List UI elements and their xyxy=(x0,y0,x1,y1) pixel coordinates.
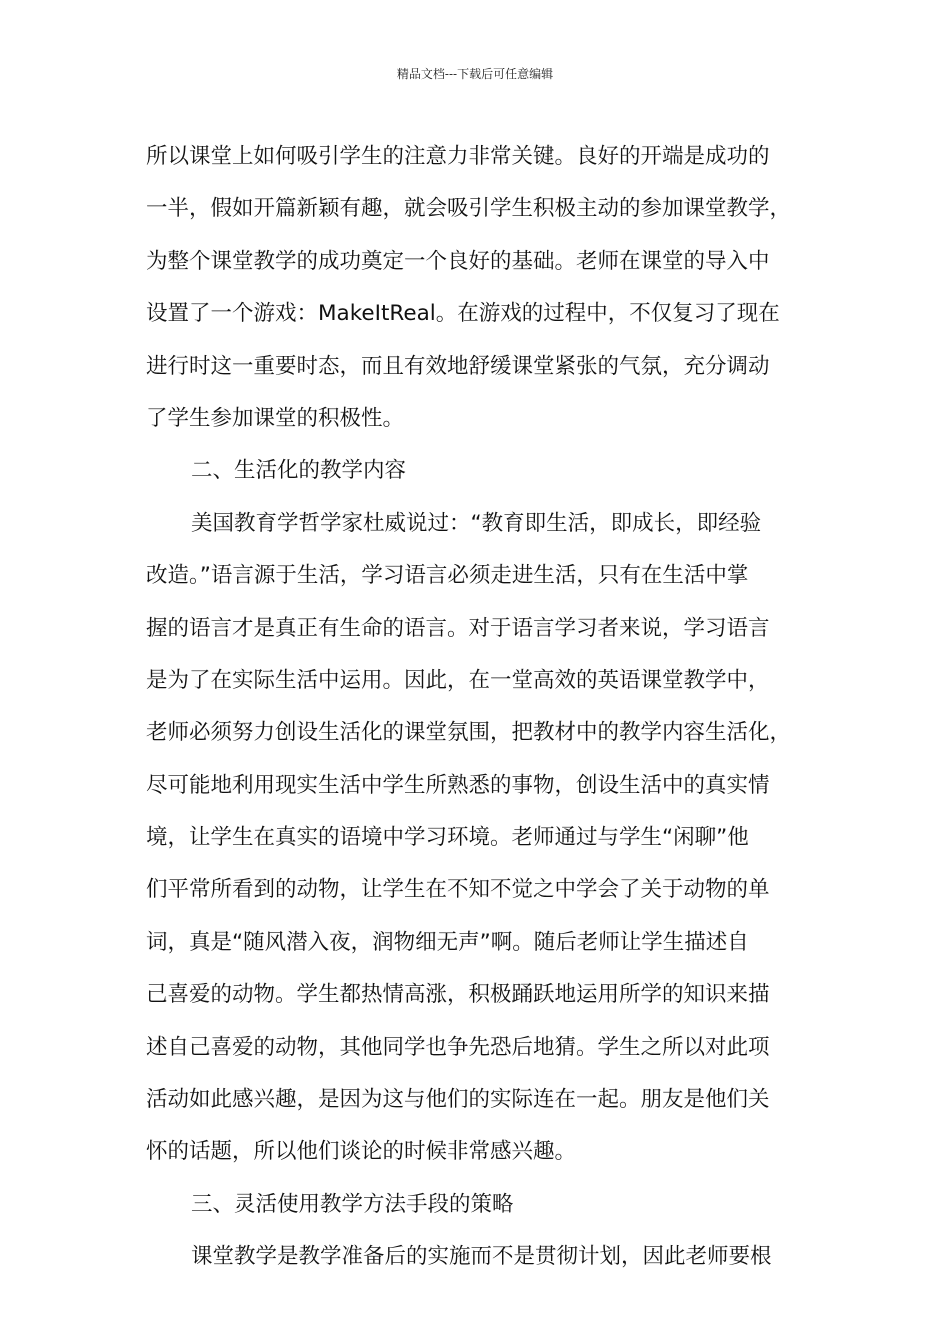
text-line: 所以课堂上如何吸引学生的注意力非常关键。良好的开端是成功的 xyxy=(146,144,770,169)
text-line: 述自己喜爱的动物，其他同学也争先恐后地猜。学生之所以对此项 xyxy=(146,1034,770,1060)
text-line: 改造。”语言源于生活，学习语言必须走进生活，只有在生活中掌 xyxy=(146,563,749,589)
page-header: 精品文档---下载后可任意编辑 xyxy=(396,67,554,81)
text-line: 己喜爱的动物。学生都热情高涨，积极踊跃地运用所学的知识来描 xyxy=(146,982,770,1008)
section-heading: 三、灵活使用教学方法手段的策略 xyxy=(191,1191,514,1217)
text-line: 了学生参加课堂的积极性。 xyxy=(146,405,405,431)
text-line: 是为了在实际生活中运用。因此，在一堂高效的英语课堂教学中， xyxy=(146,667,770,693)
text-line: 为整个课堂教学的成功奠定一个良好的基础。老师在课堂的导入中 xyxy=(146,248,770,274)
section-heading: 二、生活化的教学内容 xyxy=(191,458,407,484)
text-line: 一半，假如开篇新颖有趣，就会吸引学生积极主动的参加课堂教学， xyxy=(146,196,792,222)
text-line: 设置了一个游戏：MakeItReal。在游戏的过程中，不仅复习了现在 xyxy=(146,301,780,327)
text-line: 尽可能地利用现实生活中学生所熟悉的事物，创设生活中的真实情 xyxy=(146,772,770,798)
text-line: 进行时这一重要时态，而且有效地舒缓课堂紧张的气氛，充分调动 xyxy=(146,353,770,379)
text-line: 活动如此感兴趣，是因为这与他们的实际连在一起。朋友是他们关 xyxy=(146,1087,770,1113)
text-line: 们平常所看到的动物，让学生在不知不觉之中学会了关于动物的单 xyxy=(146,877,770,903)
text-line: 握的语言才是真正有生命的语言。对于语言学习者来说，学习语言 xyxy=(146,615,770,641)
text-line: 境，让学生在真实的语境中学习环境。老师通过与学生“闲聊”他 xyxy=(146,825,749,851)
body-text xyxy=(146,131,822,1284)
text-line: 美国教育学哲学家杜威说过：“教育即生活，即成长，即经验 xyxy=(191,510,762,536)
text-line: 课堂教学是教学准备后的实施而不是贯彻计划，因此老师要根 xyxy=(191,1244,772,1270)
text-line: 词，真是“随风潜入夜，润物细无声”啊。随后老师让学生描述自 xyxy=(146,929,749,955)
text-line: 怀的话题，所以他们谈论的时候非常感兴趣。 xyxy=(146,1139,577,1165)
text-line: 老师必须努力创设生活化的课堂氛围，把教材中的教学内容生活化， xyxy=(146,720,792,746)
